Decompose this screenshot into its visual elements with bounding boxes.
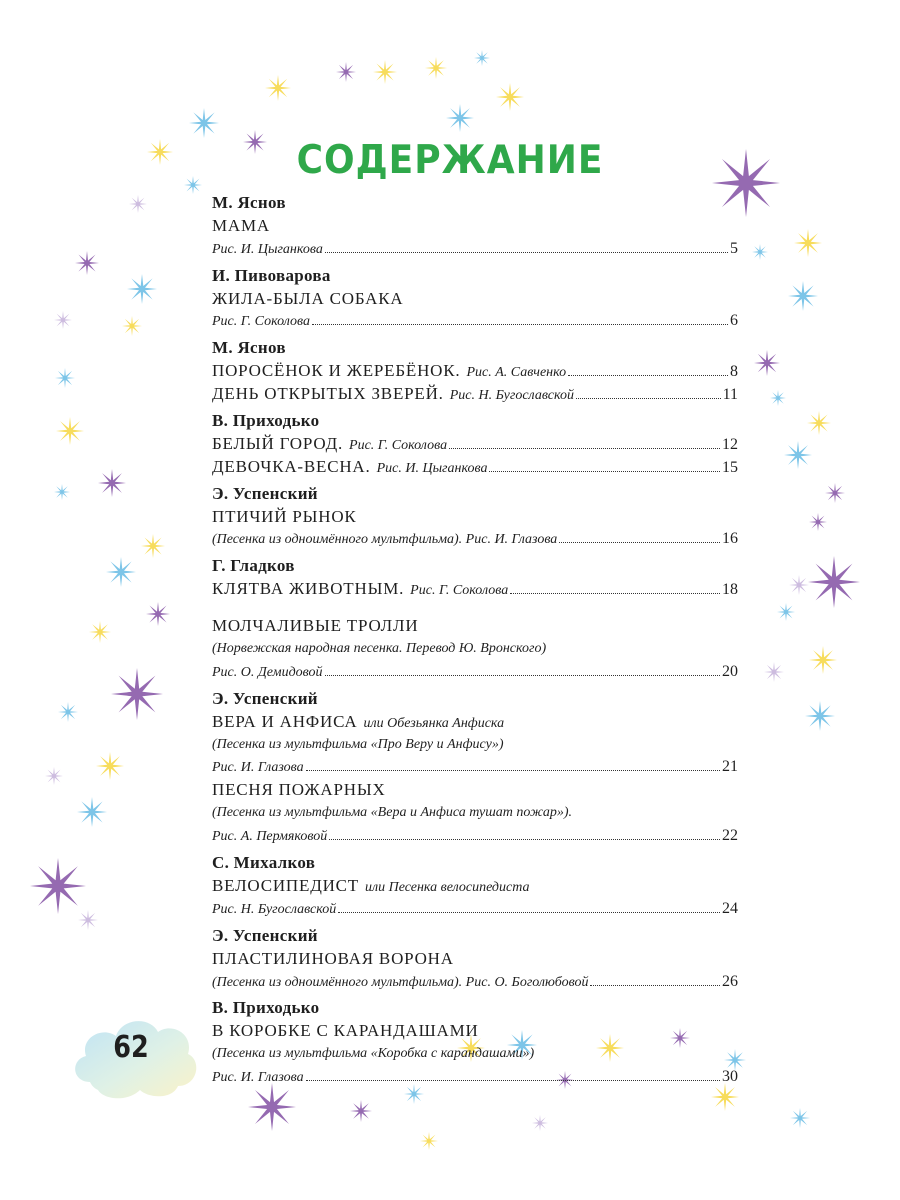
- toc-note-row: [212, 1043, 738, 1066]
- dot-leader: [449, 448, 720, 449]
- work-title: ВЕРА И АНФИСА: [212, 711, 358, 731]
- page-ref: 21: [722, 758, 738, 776]
- toc-author-row: [212, 192, 738, 215]
- illustrator-note: Рис. И. Цыганкова: [212, 241, 323, 257]
- toc-author-row: [212, 852, 738, 875]
- star-icon: [141, 534, 165, 558]
- work-title: ДЕНЬ ОТКРЫТЫХ ЗВЕРЕЙ.: [212, 384, 444, 404]
- author-name: М. Яснов: [212, 338, 286, 358]
- star-icon: [129, 195, 147, 213]
- toc-title-row: [212, 1020, 738, 1043]
- star-icon: [373, 60, 397, 84]
- page-ref: 16: [722, 530, 738, 548]
- toc-author-row: [212, 997, 738, 1020]
- toc-note-row: [212, 734, 738, 757]
- toc-author-row: [212, 483, 738, 506]
- star-icon: [56, 417, 84, 445]
- star-icon: [446, 104, 474, 132]
- page-title: СОДЕРЖАНИЕ: [296, 138, 604, 183]
- page-ref: 26: [722, 972, 738, 990]
- star-icon: [752, 244, 768, 260]
- star-icon: [350, 1100, 372, 1122]
- star-icon: [790, 1108, 810, 1128]
- star-icon: [127, 274, 157, 304]
- star-icon: [807, 411, 831, 435]
- star-icon: [58, 702, 78, 722]
- star-icon: [425, 57, 447, 79]
- dot-leader: [325, 252, 728, 253]
- author-name: Э. Успенский: [212, 483, 318, 503]
- star-icon: [122, 316, 142, 336]
- star-icon: [754, 350, 780, 376]
- star-icon: [777, 603, 795, 621]
- star-icon: [764, 662, 784, 682]
- star-icon: [474, 50, 490, 66]
- toc-title-row: [212, 615, 738, 638]
- toc-author-row: [212, 555, 738, 578]
- star-icon: [336, 62, 356, 82]
- toc-author-row: [212, 337, 738, 360]
- toc-note-row: [212, 638, 738, 661]
- star-icon: [75, 251, 99, 275]
- illustrator-note: Рис. О. Демидовой: [212, 664, 323, 680]
- dot-leader: [590, 985, 720, 986]
- work-note: (Песенка из мультфильма «Про Веру и Анфису»): [212, 736, 504, 752]
- author-name: В. Приходько: [212, 411, 320, 431]
- toc-entry-row: [212, 1066, 738, 1089]
- toc-entry-row: [212, 310, 738, 333]
- star-icon: [496, 83, 524, 111]
- page-ref: 24: [722, 899, 738, 917]
- star-icon: [189, 108, 219, 138]
- star-icon: [808, 556, 860, 608]
- work-note: (Норвежская народная песенка. Перевод Ю. Вронского): [212, 641, 547, 657]
- work-title: В КОРОБКЕ С КАРАНДАШАМИ: [212, 1021, 479, 1041]
- dot-leader: [510, 593, 720, 594]
- illustrator-note: Рис. И. Глазова: [212, 760, 304, 776]
- toc-entry-row: [212, 238, 738, 261]
- page-ref: 18: [722, 581, 738, 599]
- star-icon: [420, 1132, 438, 1150]
- page-ref: 30: [722, 1068, 738, 1086]
- work-note: (Песенка из мультфильма «Коробка с карандашами»): [212, 1046, 535, 1062]
- toc-entry-row: [212, 360, 738, 383]
- work-title: МАМА: [212, 215, 270, 235]
- toc-title-row: [212, 711, 738, 734]
- star-icon: [794, 229, 822, 257]
- page-ref: 15: [722, 458, 738, 476]
- toc-entry-row: [212, 578, 738, 601]
- work-title: ПОРОСЁНОК И ЖЕРЕБЁНОК.: [212, 361, 461, 381]
- illustrator-note: Рис. Н. Бугославской: [449, 388, 574, 404]
- work-title: ПЛАСТИЛИНОВАЯ ВОРОНА: [212, 948, 454, 968]
- toc-entry-row: [212, 971, 738, 994]
- page-ref: 12: [722, 435, 738, 453]
- dot-leader: [306, 1080, 720, 1081]
- dot-leader: [338, 912, 720, 913]
- work-title: БЕЛЫЙ ГОРОД.: [212, 433, 344, 453]
- illustrator-note: Рис. Г. Соколова: [212, 314, 311, 330]
- work-title: ПТИЧИЙ РЫНОК: [212, 506, 357, 526]
- dot-leader: [559, 542, 720, 543]
- alt-title: или Песенка велосипедиста: [365, 879, 530, 895]
- table-of-contents: [212, 192, 738, 1089]
- work-title: ЖИЛА-БЫЛА СОБАКА: [212, 288, 404, 308]
- alt-title: или Обезьянка Анфиска: [363, 715, 505, 731]
- page-number: 62: [113, 1030, 149, 1065]
- illustrator-note: Рис. А. Савченко: [466, 365, 567, 381]
- dot-leader: [489, 471, 720, 472]
- star-icon: [809, 646, 837, 674]
- work-title: КЛЯТВА ЖИВОТНЫМ.: [212, 579, 405, 599]
- toc-note-row: [212, 802, 738, 825]
- star-icon: [532, 1115, 548, 1131]
- work-title: МОЛЧАЛИВЫЕ ТРОЛЛИ: [212, 616, 419, 636]
- dot-leader: [576, 398, 721, 399]
- star-icon: [89, 621, 111, 643]
- illustrator-note: (Песенка из одноимённого мультфильма). Рис. И. Глазова: [212, 532, 558, 548]
- page-ref: 22: [722, 827, 738, 845]
- author-name: С. Михалков: [212, 853, 316, 873]
- page-ref: 8: [730, 363, 738, 381]
- star-icon: [265, 75, 291, 101]
- star-icon: [809, 513, 827, 531]
- work-title: ДЕВОЧКА-ВЕСНА.: [212, 456, 371, 476]
- star-icon: [784, 441, 812, 469]
- star-icon: [106, 557, 136, 587]
- toc-title-row: [212, 779, 738, 802]
- work-note: (Песенка из мультфильма «Вера и Анфиса тушат пожар»).: [212, 805, 573, 821]
- star-icon: [77, 797, 107, 827]
- author-name: Э. Успенский: [212, 688, 318, 708]
- illustrator-note: Рис. А. Пермяковой: [212, 829, 328, 845]
- star-icon: [146, 602, 170, 626]
- star-icon: [45, 767, 63, 785]
- star-icon: [111, 668, 163, 720]
- toc-title-row: [212, 288, 738, 311]
- toc-author-row: [212, 410, 738, 433]
- star-icon: [788, 281, 818, 311]
- star-icon: [789, 575, 809, 595]
- toc-title-row: [212, 215, 738, 238]
- star-icon: [55, 368, 75, 388]
- page-ref: 6: [730, 312, 738, 330]
- star-icon: [54, 484, 70, 500]
- star-icon: [825, 483, 845, 503]
- dot-leader: [325, 675, 720, 676]
- dot-leader: [312, 324, 728, 325]
- star-icon: [770, 390, 786, 406]
- toc-title-row: [212, 875, 738, 898]
- star-icon: [805, 701, 835, 731]
- illustrator-note: Рис. Н. Бугославской: [212, 901, 337, 917]
- toc-entry-row: [212, 661, 738, 684]
- dot-leader: [306, 770, 720, 771]
- page-ref: 11: [722, 386, 738, 404]
- author-name: М. Яснов: [212, 193, 286, 212]
- author-name: Э. Успенский: [212, 925, 318, 945]
- work-title: ПЕСНЯ ПОЖАРНЫХ: [212, 780, 386, 800]
- star-icon: [98, 469, 126, 497]
- star-icon: [78, 910, 98, 930]
- illustrator-note: Рис. И. Цыганкова: [376, 460, 488, 476]
- star-icon: [248, 1083, 296, 1131]
- illustrator-note: (Песенка из одноимённого мультфильма). Рис. О. Боголюбовой: [212, 974, 589, 990]
- toc-title-row: [212, 948, 738, 971]
- star-icon: [54, 311, 72, 329]
- star-icon: [30, 858, 86, 914]
- toc-entry-row: [212, 456, 738, 479]
- toc-entry-row: [212, 898, 738, 921]
- author-name: В. Приходько: [212, 998, 320, 1018]
- toc-author-row: [212, 688, 738, 711]
- dot-leader: [568, 375, 728, 376]
- toc-entry-row: [212, 383, 738, 406]
- illustrator-note: Рис. И. Глазова: [212, 1070, 304, 1086]
- work-title: ВЕЛОСИПЕДИСТ: [212, 875, 359, 895]
- toc-author-row: [212, 265, 738, 288]
- toc-entry-row: [212, 528, 738, 551]
- author-name: Г. Гладков: [212, 556, 295, 576]
- toc-entry-row: [212, 433, 738, 456]
- toc-title-row: [212, 506, 738, 529]
- toc-author-row: [212, 925, 738, 948]
- toc-entry-row: [212, 756, 738, 779]
- illustrator-note: Рис. Г. Соколова: [349, 437, 448, 453]
- page-ref: 20: [722, 662, 738, 680]
- page-ref: 5: [730, 239, 738, 257]
- dot-leader: [329, 839, 720, 840]
- author-name: И. Пивоварова: [212, 265, 331, 285]
- star-icon: [96, 752, 124, 780]
- illustrator-note: Рис. Г. Соколова: [410, 583, 509, 599]
- toc-entry-row: [212, 825, 738, 848]
